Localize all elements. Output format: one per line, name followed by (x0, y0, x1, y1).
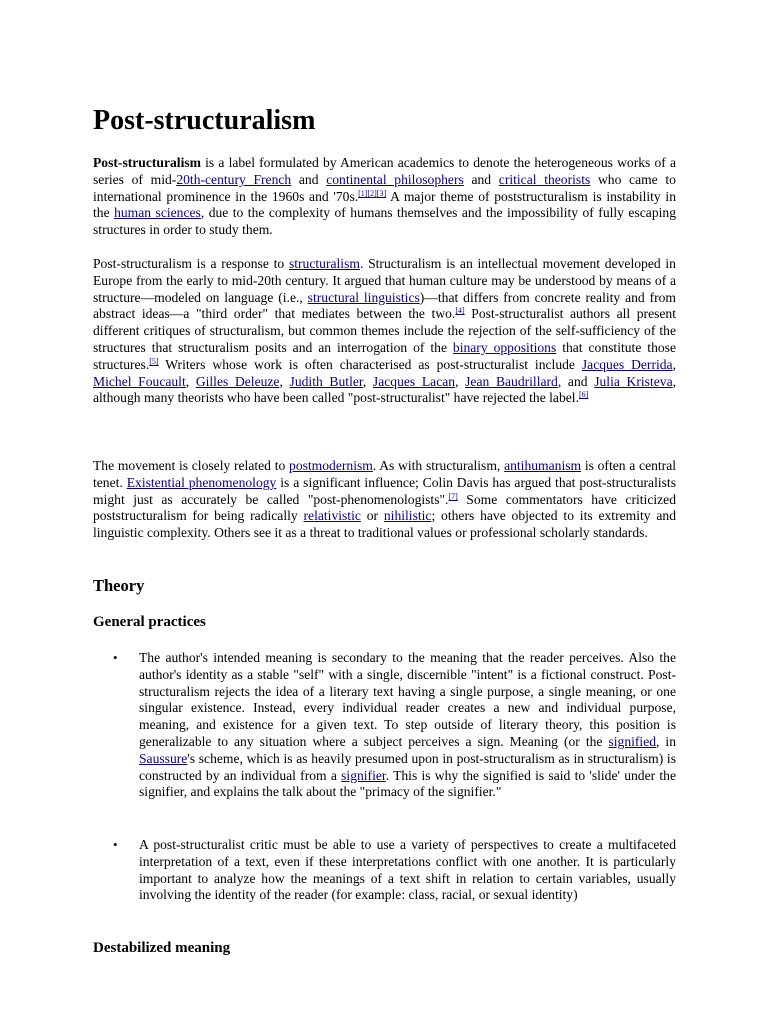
ref-3[interactable]: [3] (376, 188, 387, 198)
link-gilles-deleuze[interactable]: Gilles Deleuze (195, 373, 280, 389)
link-structuralism[interactable]: structuralism (288, 256, 360, 271)
list-item: The author's intended meaning is secondary to the meaning that the reader perceives. Also the author's identity as a stable "self" with a single, discernible "intent" is a fictional construct. Post-structuralism rejects the idea of a literary text having a single purpose, a single meaning, or one singular existence. Instead, every individual reader creates a new and individual purpose, meaning, and existence for a given text. To step outside of literary theory, this position is generalizable to any situation where a subject perceives a sign. Meaning (or the signified, in Saussure's scheme, which is as heavily presumed upon in post-structuralism as in structuralism) is constructed by an individual from a signifier. This is why the signified is said to 'slide' under the signifier, and explains the talk about the "primacy of the signifier." (139, 650, 677, 800)
section-heading-destabilized-meaning: Destabilized meaning (93, 940, 231, 956)
link-judith-butler[interactable]: Judith Butler (289, 373, 363, 389)
link-jacques-lacan[interactable]: Jacques Lacan (372, 373, 456, 389)
bullet-icon: • (113, 837, 118, 852)
link-julia-kristeva[interactable]: Julia Kristeva (594, 373, 673, 389)
section-heading-general-practices: General practices (93, 614, 206, 630)
link-jean-baudrillard[interactable]: Jean Baudrillard (465, 373, 558, 389)
link-saussure[interactable]: Saussure (139, 750, 188, 766)
ref-4[interactable]: [4] (455, 306, 465, 316)
ref-6[interactable]: [6] (578, 390, 589, 400)
link-structural-linguistics[interactable]: structural linguistics (307, 289, 420, 305)
ref-1[interactable]: [1] (358, 188, 368, 198)
bold-term: Post-structuralism (93, 155, 201, 170)
link-signified[interactable]: signified (608, 733, 657, 749)
link-critical-theorists[interactable]: critical theorists (498, 171, 591, 187)
list-item: A post-structuralist critic must be able to use a variety of perspectives to create a multifaceted interpretation of a text, even if these interpretations conflict with one another. It is particularly important to analyze how the meanings of a text shift in relation to certain variables, usually involving the identity of the reader (for example: class, racial, or sexual identity) (139, 837, 676, 903)
link-existential-phenomenology[interactable]: Existential phenomenology (126, 474, 277, 490)
structuralism-paragraph: Post-structuralism is a response to structuralism. Structuralism is an intellectual movement developed in Europe from the early to mid-20th century. It argued that human culture may be understood by means of a structure—modeled on language (i.e., structural linguistics)—that differs from concrete reality and from abstract ideas—a "third order" that mediates between the two.[4] Post-structuralist authors all present different critiques of structuralism, but common themes include the rejection of the self-sufficiency of the structures that structuralism posits and an interrogation of the binary oppositions that constitute those structures.[5] Writers whose work is often characterised as post-structuralist include Jacques Derrida, Michel Foucault, Gilles Deleuze, Judith Butler, Jacques Lacan, Jean Baudrillard, and Julia Kristeva, although many theorists who have been called "post-structuralist" have rejected the label.[6] (93, 256, 677, 406)
link-antihumanism[interactable]: antihumanism (504, 458, 582, 473)
bullet-icon: • (113, 650, 118, 665)
link-michel-foucault[interactable]: Michel Foucault (93, 373, 186, 389)
link-relativistic[interactable]: relativistic (303, 508, 361, 524)
link-human-sciences[interactable]: human sciences (114, 205, 201, 221)
ref-5[interactable]: [5] (149, 356, 159, 366)
section-heading-theory: Theory (93, 576, 145, 595)
ref-7[interactable]: [7] (448, 491, 458, 501)
movement-paragraph: The movement is closely related to postmodernism. As with structuralism, antihumanism is often a central tenet. Existential phenomenology is a significant influence; Colin Davis has argued that post-structuralists might just as accurately be called "post-phenomenologists".[7] Some commentators have criticized poststructuralism for being radically relativistic or nihilistic; others have objected to its extremity and linguistic complexity. Others see it as a threat to traditional values or professional scholarly standards. (93, 458, 677, 541)
ref-2[interactable]: [2] (367, 188, 377, 198)
page-title: Post-structuralism (93, 105, 316, 136)
link-continental-philosophers[interactable]: continental philosophers (326, 171, 464, 187)
link-nihilistic[interactable]: nihilistic (383, 508, 432, 524)
link-binary-oppositions[interactable]: binary oppositions (452, 339, 557, 355)
link-20th-century-french[interactable]: 20th-century French (176, 171, 292, 187)
intro-paragraph: Post-structuralism is a label formulated by American academics to denote the heterogeneous works of a series of mid-20th-century French and continental philosophers and critical theorists who came to international prominence in the 1960s and '70s.[1][2][3] A major theme of poststructuralism is instability in the human sciences, due to the complexity of humans themselves and the impossibility of fully escaping structures in order to study them. (93, 155, 676, 238)
link-signifier[interactable]: signifier (341, 767, 386, 783)
link-jacques-derrida[interactable]: Jacques Derrida (581, 356, 673, 372)
link-postmodernism[interactable]: postmodernism (289, 458, 373, 473)
